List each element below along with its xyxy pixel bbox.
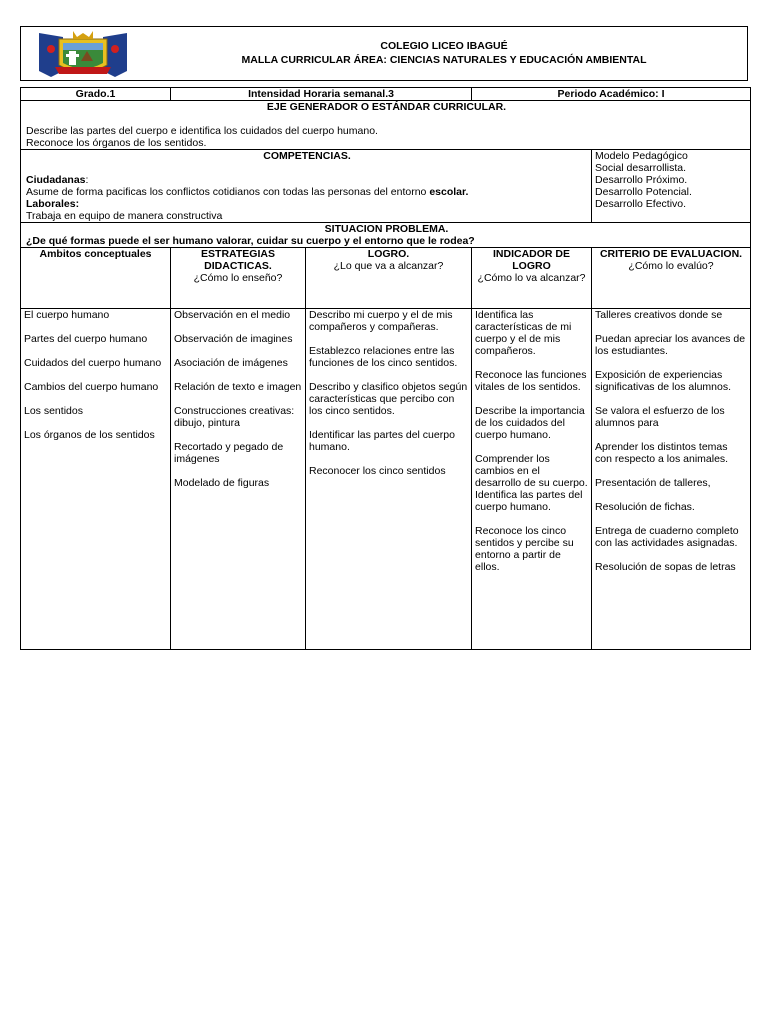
ciudadanas-colon: : (85, 174, 89, 186)
criterios-cell (592, 309, 751, 650)
ciudadanas-label: Ciudadanas (26, 174, 86, 186)
list-item: Identificar las partes del cuerpo humano. (309, 429, 455, 453)
grade-cell: Grado.1 (21, 88, 171, 101)
competencias-cell (21, 150, 592, 223)
modelo-line: Desarrollo Efectivo. (595, 198, 687, 210)
eje-line-1: Describe las partes del cuerpo e identifica los cuidados del cuerpo humano. (26, 125, 378, 137)
list-item: Presentación de talleres, (595, 477, 711, 489)
list-item: Observación de imagines (174, 333, 293, 345)
list-item: Los órganos de los sentidos (24, 429, 155, 441)
col-indicador-header (472, 248, 592, 309)
estrategias-cell (171, 309, 306, 650)
situacion-title: SITUACION PROBLEMA. (324, 223, 449, 235)
indicador-title: INDICADOR DE LOGRO (493, 248, 571, 272)
laborales-label: Laborales: (26, 198, 80, 210)
col-criterio-header (592, 248, 751, 309)
logros-cell (306, 309, 472, 650)
col-logro-header (306, 248, 472, 309)
estrategias-question: ¿Cómo lo enseño? (193, 272, 283, 284)
list-item: El cuerpo humano (24, 309, 110, 321)
curriculum-table (20, 87, 751, 650)
list-item: Puedan apreciar los avances de los estudiantes. (595, 333, 746, 357)
eje-line-2: Reconoce los órganos de los sentidos. (26, 137, 207, 149)
school-crest-logo (29, 29, 137, 79)
estrategias-title: ESTRATEGIAS DIDACTICAS. (201, 248, 275, 272)
logro-question: ¿Lo que va a alcanzar? (333, 260, 444, 272)
indicador-question: ¿Cómo lo va alcanzar? (477, 272, 586, 284)
situacion-question: ¿De qué formas puede el ser humano valorar, cuidar su cuerpo y el entorno que le rodea? (26, 235, 475, 247)
col-ambitos-header: Ambitos conceptuales (21, 248, 171, 309)
eje-title: EJE GENERADOR O ESTÁNDAR CURRICULAR. (266, 101, 507, 113)
list-item: Resolución de sopas de letras (595, 561, 736, 573)
list-item: Asociación de imágenes (174, 357, 288, 369)
list-item: Exposición de experiencias significativas de los alumnos. (595, 369, 731, 393)
period-cell: Periodo Académico: I (472, 88, 751, 101)
list-item: Reconoce las funciones vitales de los sentidos. (475, 369, 587, 393)
list-item: Los sentidos (24, 405, 83, 417)
list-item: Relación de texto e imagen (174, 381, 302, 393)
ambitos-cell (21, 309, 171, 650)
situacion-cell (21, 223, 751, 248)
ciudadanas-bold: escolar. (429, 186, 469, 198)
list-item: Identifica las características de mi cuerpo y el de mis compañeros. (475, 309, 572, 357)
criterio-question: ¿Cómo lo evalúo? (628, 260, 714, 272)
list-item: Talleres creativos donde se (595, 309, 723, 321)
list-item: Aprender los distintos temas con respecto a los animales. (595, 441, 729, 465)
hours-cell: Intensidad Horaria semanal.3 (171, 88, 472, 101)
curriculum-title: MALLA CURRICULAR ÁREA: CIENCIAS NATURALES Y EDUCACIÓN AMBIENTAL (241, 54, 647, 66)
list-item: Observación en el medio (174, 309, 291, 321)
list-item: Identifica las partes del cuerpo humano. (475, 489, 583, 513)
logro-title: LOGRO. (367, 248, 410, 260)
list-item: Comprender los cambios en el desarrollo de su cuerpo. (475, 453, 588, 489)
list-item: Recortado y pegado de imágenes (174, 441, 284, 465)
list-item: Describo y clasifico objetos según características que percibo con los cinco sentidos. (309, 381, 468, 417)
ciudadanas-text: Asume de forma pacificas los conflictos cotidianos con todas las personas del entorno (26, 186, 430, 198)
laborales-text: Trabaja en equipo de manera constructiva (26, 210, 223, 222)
list-item: Reconoce los cinco sentidos y percibe su entorno a partir de ellos. (475, 525, 574, 573)
col-estrategias-header (171, 248, 306, 309)
list-item: Construcciones creativas: dibujo, pintura (174, 405, 295, 429)
modelo-line: Social desarrollista. (595, 162, 687, 174)
school-name: COLEGIO LICEO IBAGUÉ (380, 40, 508, 52)
criterio-title: CRITERIO DE EVALUACION. (599, 248, 743, 260)
modelo-line: Desarrollo Potencial. (595, 186, 692, 198)
list-item: Describo mi cuerpo y el de mis compañeros y compañeras. (309, 309, 453, 333)
competencias-title: COMPETENCIAS. (263, 150, 351, 162)
list-item: Resolución de fichas. (595, 501, 695, 513)
list-item: Entrega de cuaderno completo con las actividades asignadas. (595, 525, 739, 549)
list-item: Establezco relaciones entre las funciones de los cinco sentidos. (309, 345, 458, 369)
indicadores-cell (472, 309, 592, 650)
list-item: Cambios del cuerpo humano (24, 381, 159, 393)
list-item: Describe la importancia de los cuidados del cuerpo humano. (475, 405, 585, 441)
modelo-line: Desarrollo Próximo. (595, 174, 688, 186)
eje-cell (21, 101, 751, 150)
list-item: Cuidados del cuerpo humano (24, 357, 162, 369)
header-box (20, 26, 748, 81)
modelo-line: Modelo Pedagógico (595, 150, 688, 162)
list-item: Partes del cuerpo humano (24, 333, 148, 345)
modelo-cell (592, 150, 751, 223)
list-item: Se valora el esfuerzo de los alumnos para (595, 405, 725, 429)
list-item: Modelado de figuras (174, 477, 270, 489)
list-item: Reconocer los cinco sentidos (309, 465, 446, 477)
